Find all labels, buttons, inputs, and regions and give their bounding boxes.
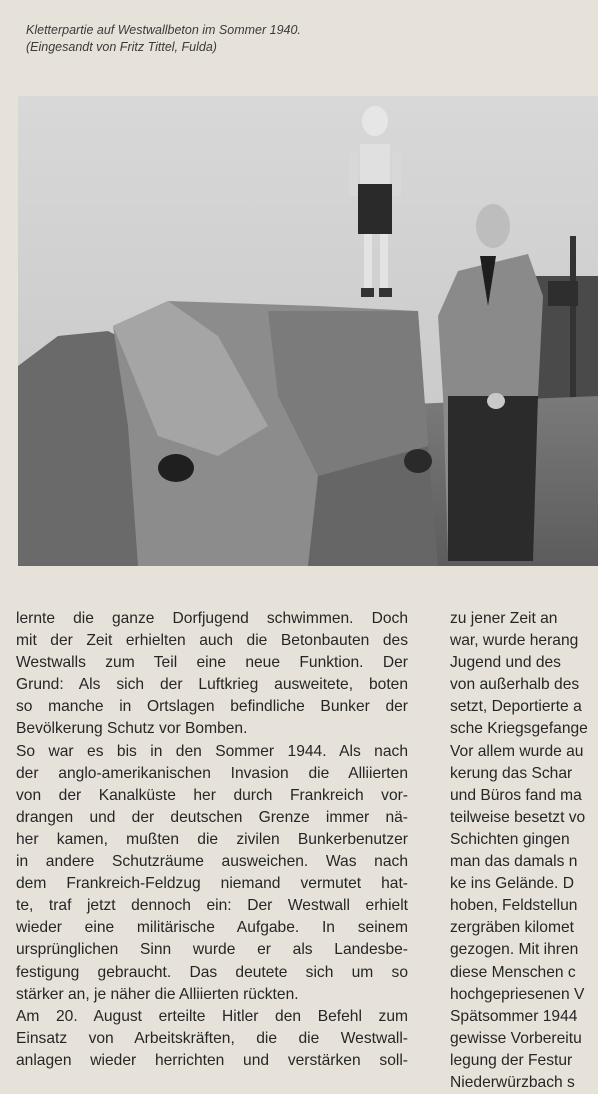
- text-line: gezogen. Mit ihren: [450, 941, 579, 959]
- text-line: man das damals n: [450, 853, 578, 871]
- text-line: legung der Festur: [450, 1051, 573, 1069]
- text-line: von der Kanalküste her durch Frankreich vor-: [16, 786, 408, 804]
- photo-caption: [26, 22, 426, 56]
- text-line: Bevölkerung Schutz vor Bomben.: [16, 720, 248, 738]
- text-line: festigung gebraucht. Das deutete sich um so: [16, 963, 408, 981]
- caption-line-1: Kletterpartie auf Westwallbeton im Sommer 1940.: [26, 23, 301, 37]
- text-line: diese Menschen c: [450, 963, 576, 981]
- text-line: wieder eine militärische Aufgabe. In seinem: [16, 919, 408, 937]
- text-line: Vor allem wurde au: [450, 742, 584, 760]
- text-line: der anglo-amerikanischen Invasion die Alliierten: [16, 764, 408, 782]
- text-line: mit der Zeit erhielten auch die Betonbauten des: [16, 632, 408, 650]
- article-left-column: [16, 608, 408, 1072]
- caption-line-2: (Eingesandt von Fritz Tittel, Fulda): [26, 40, 217, 54]
- text-line: ke ins Gelände. D: [450, 875, 574, 893]
- text-line: Am 20. August erteilte Hitler den Befehl zum: [16, 1007, 408, 1025]
- text-line: Einsatz von Arbeitskräften, die die Westwall-: [16, 1029, 408, 1047]
- text-line: zu jener Zeit an: [450, 610, 558, 627]
- text-line: So war es bis in den Sommer 1944. Als nach: [16, 742, 408, 760]
- text-line: stärker an, je näher die Alliierten rückten.: [16, 985, 299, 1003]
- text-line: lernte die ganze Dorfjugend schwimmen. Doch: [16, 610, 408, 627]
- text-line: Westwalls zum Teil eine neue Funktion. Der: [16, 654, 408, 672]
- text-line: war, wurde herang: [450, 632, 579, 650]
- text-line: zergräben kilomet: [450, 919, 574, 937]
- text-line: drangen und der deutschen Grenze immer nä-: [16, 808, 408, 826]
- text-line: teilweise besetzt vo: [450, 808, 586, 826]
- text-line: so manche in Ortslagen befindliche Bunker der: [16, 698, 408, 716]
- text-line: Niederwürzbach s: [450, 1073, 575, 1091]
- text-line: kerung das Schar: [450, 764, 573, 782]
- article-right-column: [450, 608, 598, 1094]
- text-line: und Büros fand ma: [450, 786, 582, 804]
- text-line: anlagen wieder herrichten und verstärken soll-: [16, 1051, 408, 1069]
- text-line: Schichten gingen: [450, 830, 570, 848]
- text-line: her kamen, mußten die zivilen Bunkerbenutzer: [16, 830, 408, 848]
- text-line: Grund: Als sich der Luftkrieg ausweitete, boten: [16, 676, 408, 694]
- child-on-bunker-photo: [18, 96, 598, 566]
- text-line: Spätsommer 1944: [450, 1007, 578, 1025]
- text-line: ursprünglichen Sinn wurde er als Landesbe-: [16, 941, 408, 959]
- text-line: hochgepriesenen V: [450, 985, 585, 1003]
- text-line: te, traf jetzt dennoch ein: Der Westwall erhielt: [16, 897, 408, 915]
- text-line: gewisse Vorbereitu: [450, 1029, 582, 1047]
- text-line: sche Kriegsgefange: [450, 720, 588, 738]
- text-line: von außerhalb des: [450, 676, 580, 694]
- text-line: Jugend und des: [450, 654, 561, 672]
- text-line: in andere Schutzräume ausweichen. Was nach: [16, 853, 408, 871]
- text-line: hoben, Feldstellun: [450, 897, 578, 915]
- text-line: dem Frankreich-Feldzug niemand vermutet hat-: [16, 875, 408, 893]
- text-line: setzt, Deportierte a: [450, 698, 582, 716]
